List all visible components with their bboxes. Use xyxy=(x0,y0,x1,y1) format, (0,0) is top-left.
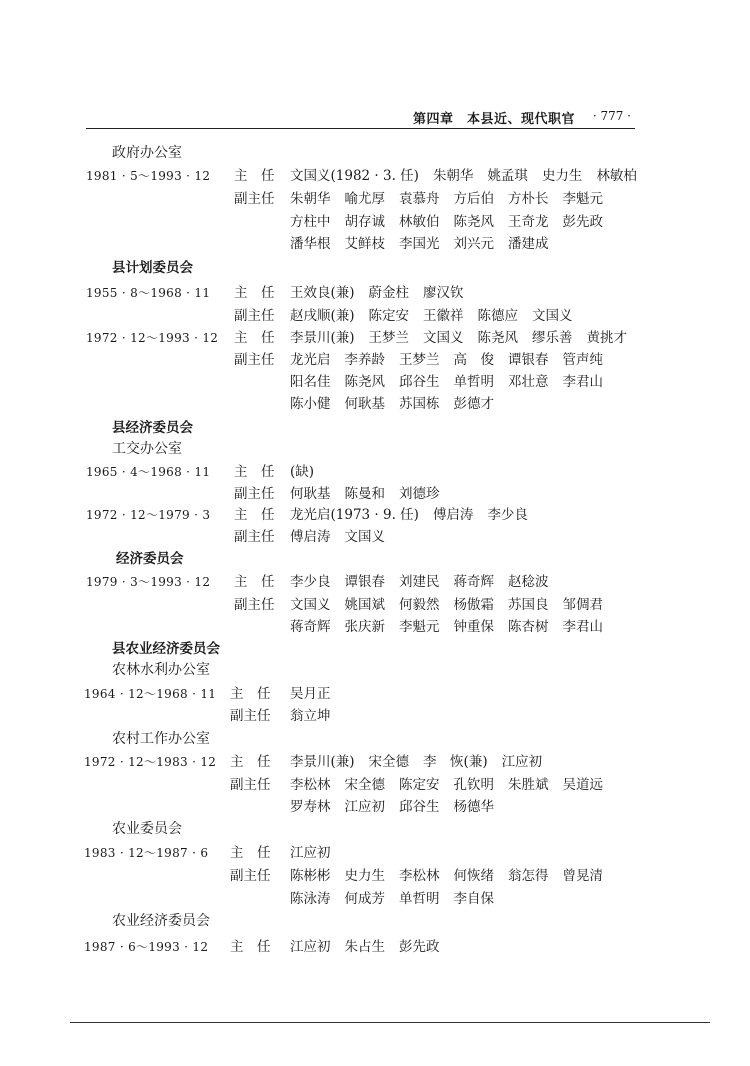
official-name: 李少良 xyxy=(290,574,331,590)
roster-row xyxy=(0,484,750,504)
official-name: 文国义 xyxy=(290,597,331,613)
position-title: 主 任 xyxy=(230,686,271,702)
official-name: 刘德珍 xyxy=(399,486,440,502)
roster-row xyxy=(0,527,750,547)
position-title: 副主任 xyxy=(234,486,275,502)
footer-rule xyxy=(70,1022,710,1023)
official-name: 李养龄 xyxy=(344,352,385,368)
position-title: 副主任 xyxy=(234,352,275,368)
official-name: 陈尧风 xyxy=(477,330,519,346)
official-name: 蔚金柱 xyxy=(368,285,410,301)
roster-row xyxy=(0,889,750,909)
official-name: 陈彬彬 xyxy=(290,868,331,884)
roster-row xyxy=(0,684,750,704)
position-title: 主 任 xyxy=(234,285,275,301)
running-header xyxy=(86,106,635,129)
official-names xyxy=(290,617,617,637)
official-names xyxy=(290,866,617,886)
official-name: 李景川(兼) xyxy=(290,754,355,770)
official-name: 袁慕舟 xyxy=(399,191,440,207)
official-name: 彭德才 xyxy=(453,396,494,412)
official-name: 李国光 xyxy=(399,236,440,252)
official-name: 潘华根 xyxy=(290,236,331,252)
official-name: 李魁元 xyxy=(399,619,440,635)
official-name: 文国义 xyxy=(423,330,464,346)
section-heading: 农业委员会 xyxy=(112,821,182,837)
official-name: 史力生 xyxy=(344,868,385,884)
roster-row xyxy=(0,505,750,525)
official-name: 翁怎得 xyxy=(508,868,549,884)
official-name: 高 俊 xyxy=(453,352,494,368)
roster-row xyxy=(0,595,750,615)
term-period: 1987 · 6～1993 · 12 xyxy=(84,940,209,954)
official-names xyxy=(290,706,345,726)
official-names xyxy=(290,283,478,303)
official-names xyxy=(290,462,328,482)
official-name: 潘建成 xyxy=(508,236,549,252)
official-name: 单哲明 xyxy=(453,374,494,390)
roster-row xyxy=(0,189,750,209)
official-name: 翁立坤 xyxy=(290,708,331,724)
official-name: 缪乐善 xyxy=(532,330,573,346)
roster-row xyxy=(0,752,750,772)
official-name: 王效良(兼) xyxy=(290,285,355,301)
official-name: 孔钦明 xyxy=(453,777,494,793)
official-name: 何耿基 xyxy=(344,396,385,412)
official-names xyxy=(290,234,563,254)
roster-row xyxy=(0,350,750,370)
official-names xyxy=(290,166,651,186)
official-name: 谭银春 xyxy=(344,574,385,590)
official-names xyxy=(290,797,508,817)
official-name: 苏国良 xyxy=(508,597,549,613)
official-name: 何耿基 xyxy=(290,486,331,502)
official-name: 杨德华 xyxy=(453,799,494,815)
official-name: 李 恢(兼) xyxy=(423,754,488,770)
official-name: 陈定安 xyxy=(399,777,440,793)
term-period: 1955 · 8～1968 · 11 xyxy=(86,286,211,300)
official-name: 张庆新 xyxy=(344,619,385,635)
section-heading: 县农业经济委员会 xyxy=(112,641,220,657)
position-title: 主 任 xyxy=(234,464,275,480)
section-heading: 经济委员会 xyxy=(116,551,184,567)
official-name: 曾晃清 xyxy=(562,868,603,884)
position-title: 主 任 xyxy=(230,754,271,770)
section-heading: 农业经济委员会 xyxy=(112,913,210,929)
official-name: 钟重保 xyxy=(453,619,494,635)
official-name: 何成芳 xyxy=(344,891,385,907)
official-name: 吴月正 xyxy=(290,686,331,702)
official-names xyxy=(290,889,508,909)
official-name: 傅启涛 xyxy=(432,507,474,523)
term-period: 1981 · 5～1993 · 12 xyxy=(86,169,211,183)
position-title: 副主任 xyxy=(230,868,271,884)
official-name: 蒋奇辉 xyxy=(290,619,331,635)
position-title: 主 任 xyxy=(234,330,275,346)
official-name: 邱谷生 xyxy=(399,799,440,815)
official-name: 陈杏树 xyxy=(508,619,549,635)
page-number: · 777 · xyxy=(592,109,631,123)
official-name: 彭先政 xyxy=(399,939,440,955)
roster-row xyxy=(0,394,750,414)
official-name: 何恢绪 xyxy=(453,868,494,884)
official-name: 黄挑才 xyxy=(586,330,628,346)
roster-row xyxy=(0,166,750,186)
section-heading: 农村工作办公室 xyxy=(112,731,210,747)
official-name: 江应初 xyxy=(290,845,331,861)
official-name: 傅启涛 xyxy=(290,529,331,545)
official-names xyxy=(290,212,617,232)
official-name: 龙光启(1973 · 9. 任) xyxy=(290,507,419,523)
official-name: 李君山 xyxy=(562,619,603,635)
official-name: 江应初 xyxy=(501,754,543,770)
official-name: 管声纯 xyxy=(562,352,603,368)
chapter-title: 第四章 本县近、现代职官 xyxy=(412,112,575,127)
official-name: 苏国栋 xyxy=(399,396,440,412)
official-name: 朱朝华 xyxy=(432,168,474,184)
official-name: 李魁元 xyxy=(562,191,603,207)
official-names xyxy=(290,484,454,504)
position-title: 副主任 xyxy=(230,777,271,793)
position-title: 副主任 xyxy=(234,597,275,613)
official-name: 谭银春 xyxy=(508,352,549,368)
official-names xyxy=(290,595,617,615)
term-period: 1965 · 4～1968 · 11 xyxy=(86,465,211,479)
official-name: 刘兴元 xyxy=(453,236,494,252)
official-name: 朱胜斌 xyxy=(508,777,549,793)
official-name: 陈德应 xyxy=(477,308,519,324)
official-name: 李少良 xyxy=(487,507,528,523)
official-name: 王梦兰 xyxy=(399,352,440,368)
official-name: 何毅然 xyxy=(399,597,440,613)
official-name: 朱朝华 xyxy=(290,191,331,207)
official-name: 文国义 xyxy=(532,308,573,324)
position-title: 副主任 xyxy=(234,529,275,545)
official-name: 赵戌顺(兼) xyxy=(290,308,355,324)
position-title: 主 任 xyxy=(230,939,271,955)
official-name: 李松林 xyxy=(290,777,331,793)
position-title: 主 任 xyxy=(230,845,271,861)
official-names xyxy=(290,937,454,957)
section-heading: 政府办公室 xyxy=(112,145,182,161)
roster-row xyxy=(0,372,750,392)
official-name: 陈泳涛 xyxy=(290,891,331,907)
official-name: 方后伯 xyxy=(453,191,494,207)
official-name: 史力生 xyxy=(541,168,583,184)
official-name: 邱谷生 xyxy=(399,374,440,390)
official-name: 王梦兰 xyxy=(368,330,410,346)
roster-row xyxy=(0,328,750,348)
official-name: 姚孟琪 xyxy=(487,168,528,184)
roster-row xyxy=(0,306,750,326)
official-name: 彭先政 xyxy=(562,214,603,230)
official-names xyxy=(290,684,345,704)
roster-row xyxy=(0,462,750,482)
official-name: 杨傲霜 xyxy=(453,597,494,613)
official-names xyxy=(290,527,399,547)
term-period: 1972 · 12～1979 · 3 xyxy=(86,508,211,522)
position-title: 主 任 xyxy=(234,574,275,590)
official-name: 陈小健 xyxy=(290,396,331,412)
roster-row xyxy=(0,775,750,795)
term-period: 1972 · 12～1993 · 12 xyxy=(86,331,219,345)
roster-row xyxy=(0,572,750,592)
term-period: 1972 · 12～1983 · 12 xyxy=(84,755,217,769)
roster-row xyxy=(0,843,750,863)
position-title: 副主任 xyxy=(230,708,271,724)
section-heading: 工交办公室 xyxy=(112,441,182,457)
official-name: 陈尧风 xyxy=(344,374,385,390)
official-name: 陈定安 xyxy=(368,308,410,324)
official-name: 宋全德 xyxy=(368,754,410,770)
term-period: 1983 · 12～1987 · 6 xyxy=(84,846,209,860)
official-name: (缺) xyxy=(290,464,315,480)
official-name: 陈曼和 xyxy=(344,486,385,502)
official-names xyxy=(290,843,345,863)
official-name: 蒋奇辉 xyxy=(453,574,494,590)
official-name: 王奇龙 xyxy=(508,214,549,230)
official-name: 江应初 xyxy=(344,799,385,815)
official-name: 吴道远 xyxy=(562,777,603,793)
official-name: 姚国斌 xyxy=(344,597,385,613)
official-name: 方柱中 xyxy=(290,214,331,230)
official-name: 刘建民 xyxy=(399,574,440,590)
roster-row xyxy=(0,212,750,232)
official-name: 朱占生 xyxy=(344,939,385,955)
official-names xyxy=(290,394,508,414)
position-title: 副主任 xyxy=(234,308,275,324)
official-name: 林敏柏 xyxy=(596,168,637,184)
official-name: 林敏伯 xyxy=(399,214,440,230)
position-title: 主 任 xyxy=(234,168,275,184)
official-name: 龙光启 xyxy=(290,352,331,368)
official-name: 艾鲜枝 xyxy=(344,236,385,252)
official-name: 邓壮意 xyxy=(508,374,549,390)
official-name: 单哲明 xyxy=(399,891,440,907)
position-title: 副主任 xyxy=(234,191,275,207)
official-names xyxy=(290,350,617,370)
official-name: 宋全德 xyxy=(344,777,385,793)
official-names xyxy=(290,306,587,326)
official-name: 罗寿林 xyxy=(290,799,331,815)
official-name: 王徽祥 xyxy=(423,308,464,324)
section-heading: 县经济委员会 xyxy=(112,420,193,436)
section-heading: 县计划委员会 xyxy=(112,260,193,276)
official-names xyxy=(290,372,617,392)
roster-row xyxy=(0,797,750,817)
roster-row xyxy=(0,866,750,886)
official-name: 李松林 xyxy=(399,868,440,884)
official-names xyxy=(290,328,641,348)
roster-row xyxy=(0,706,750,726)
roster-row xyxy=(0,617,750,637)
roster-row xyxy=(0,937,750,957)
official-name: 李君山 xyxy=(562,374,603,390)
official-name: 方朴长 xyxy=(508,191,549,207)
official-name: 阳名佳 xyxy=(290,374,331,390)
official-names xyxy=(290,775,617,795)
official-name: 文国义(1982 · 3. 任) xyxy=(290,168,419,184)
official-name: 胡存诚 xyxy=(344,214,385,230)
official-names xyxy=(290,572,563,592)
term-period: 1964 · 12～1968 · 11 xyxy=(84,687,217,701)
official-name: 邹倜君 xyxy=(562,597,603,613)
official-names xyxy=(290,505,542,525)
roster-row xyxy=(0,283,750,303)
official-name: 江应初 xyxy=(290,939,331,955)
official-name: 赵稔波 xyxy=(508,574,549,590)
official-name: 李自保 xyxy=(453,891,494,907)
term-period: 1979 · 3～1993 · 12 xyxy=(86,575,211,589)
section-heading: 农林水利办公室 xyxy=(112,662,210,678)
official-names xyxy=(290,189,617,209)
official-name: 喻尤厚 xyxy=(344,191,385,207)
position-title: 主 任 xyxy=(234,507,275,523)
official-name: 李景川(兼) xyxy=(290,330,355,346)
roster-row xyxy=(0,234,750,254)
official-name: 廖汉钦 xyxy=(423,285,464,301)
official-name: 陈尧风 xyxy=(453,214,494,230)
official-name: 文国义 xyxy=(344,529,385,545)
official-names xyxy=(290,752,556,772)
